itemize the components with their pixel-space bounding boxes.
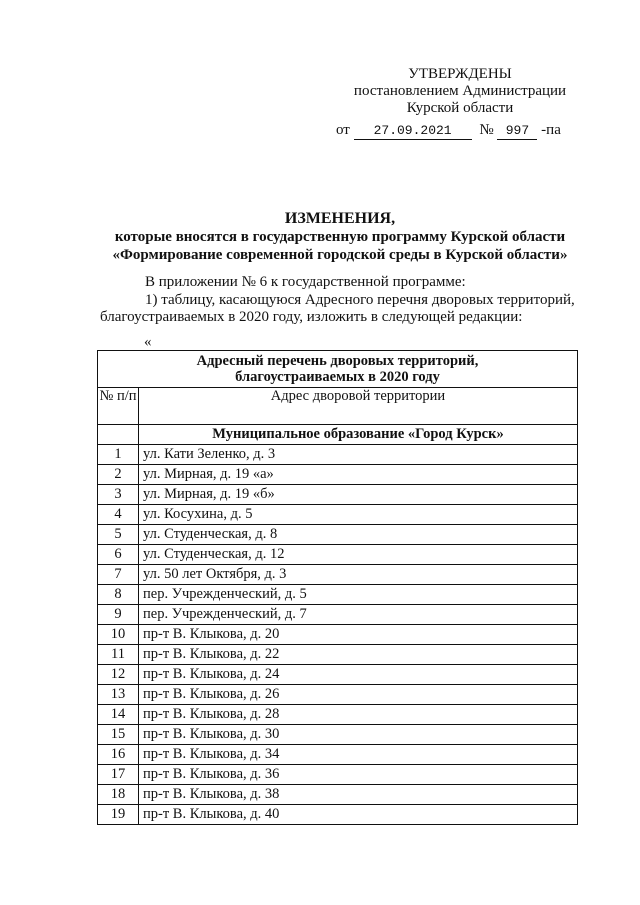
row-number: 7	[98, 565, 139, 585]
table-row	[98, 585, 578, 605]
table-row	[98, 765, 578, 785]
row-number: 19	[98, 805, 139, 825]
table-row	[98, 805, 578, 825]
row-number: 6	[98, 545, 139, 565]
number-label: №	[479, 122, 494, 138]
table-row	[98, 725, 578, 745]
row-address: пр-т В. Клыкова, д. 24	[139, 665, 578, 685]
row-number: 17	[98, 765, 139, 785]
approval-region: Курской области	[406, 100, 514, 116]
caption-line1: Адресный перечень дворовых территорий,	[196, 353, 479, 369]
table-row	[98, 525, 578, 545]
row-number: 18	[98, 785, 139, 805]
table-row	[98, 505, 578, 525]
table-row	[98, 705, 578, 725]
title-heading: ИЗМЕНЕНИЯ,	[284, 210, 396, 227]
approval-dateline	[336, 122, 606, 140]
intro-paragraph-2: 1) таблицу, касающуюся Адресного перечня дворовых территорий, благоустраиваемых в 2020 году, изложить в следующей редакции:	[100, 291, 575, 325]
row-number: 5	[98, 525, 139, 545]
row-address: ул. Кати Зеленко, д. 3	[139, 445, 578, 465]
row-number: 9	[98, 605, 139, 625]
table-row	[98, 745, 578, 765]
row-address: пр-т В. Клыкова, д. 20	[139, 625, 578, 645]
row-address: ул. Студенческая, д. 12	[139, 545, 578, 565]
title-line2: «Формирование современной городской среды в Курской области»	[112, 247, 568, 263]
col-header-address: Адрес дворовой территории	[139, 388, 578, 425]
row-address: пер. Учрежденческий, д. 5	[139, 585, 578, 605]
row-number: 3	[98, 485, 139, 505]
table-row	[98, 605, 578, 625]
row-address: пр-т В. Клыкова, д. 36	[139, 765, 578, 785]
address-table	[97, 350, 578, 825]
table-caption-row	[98, 351, 578, 388]
row-address: пр-т В. Клыкова, д. 38	[139, 785, 578, 805]
row-number: 4	[98, 505, 139, 525]
decree-number: 997	[497, 122, 537, 140]
col-header-num: № п/п	[98, 388, 139, 425]
row-address: пр-т В. Клыкова, д. 28	[139, 705, 578, 725]
row-address: ул. Студенческая, д. 8	[139, 525, 578, 545]
document-title	[90, 210, 590, 264]
row-number: 12	[98, 665, 139, 685]
intro-paragraph-1: В приложении № 6 к государственной программе:	[145, 274, 466, 290]
caption-line2: благоустраиваемых в 2020 году	[235, 369, 440, 385]
municipality-row	[98, 425, 578, 445]
table-row	[98, 545, 578, 565]
row-address: ул. Мирная, д. 19 «б»	[139, 485, 578, 505]
table-row	[98, 625, 578, 645]
municipality-name: Муниципальное образование «Город Курск»	[139, 425, 578, 445]
from-label: от	[336, 122, 350, 138]
row-number: 1	[98, 445, 139, 465]
table-row	[98, 565, 578, 585]
row-address: ул. 50 лет Октября, д. 3	[139, 565, 578, 585]
approval-heading: УТВЕРЖДЕНЫ	[408, 66, 512, 82]
row-address: пр-т В. Клыкова, д. 26	[139, 685, 578, 705]
row-number: 14	[98, 705, 139, 725]
table-caption	[98, 351, 578, 388]
row-address: пр-т В. Клыкова, д. 22	[139, 645, 578, 665]
row-address: пр-т В. Клыкова, д. 40	[139, 805, 578, 825]
row-number: 16	[98, 745, 139, 765]
table-row	[98, 445, 578, 465]
row-address: пер. Учрежденческий, д. 7	[139, 605, 578, 625]
approval-block	[340, 66, 580, 117]
open-quote: «	[144, 334, 152, 350]
table-row	[98, 485, 578, 505]
row-address: пр-т В. Клыкова, д. 30	[139, 725, 578, 745]
row-number: 8	[98, 585, 139, 605]
row-number: 13	[98, 685, 139, 705]
intro-text	[100, 274, 590, 327]
decree-date: 27.09.2021	[354, 122, 472, 140]
table-row	[98, 665, 578, 685]
title-line1: которые вносятся в государственную программу Курской области	[114, 229, 566, 245]
municipality-num-cell	[98, 425, 139, 445]
table-row	[98, 465, 578, 485]
row-number: 10	[98, 625, 139, 645]
row-number: 2	[98, 465, 139, 485]
row-number: 15	[98, 725, 139, 745]
table-header-row	[98, 388, 578, 425]
row-address: пр-т В. Клыкова, д. 34	[139, 745, 578, 765]
decree-suffix: -па	[541, 122, 561, 138]
approval-authority: постановлением Администрации	[353, 83, 567, 99]
table-row	[98, 685, 578, 705]
row-number: 11	[98, 645, 139, 665]
table-row	[98, 645, 578, 665]
row-address: ул. Косухина, д. 5	[139, 505, 578, 525]
row-address: ул. Мирная, д. 19 «а»	[139, 465, 578, 485]
table-row	[98, 785, 578, 805]
